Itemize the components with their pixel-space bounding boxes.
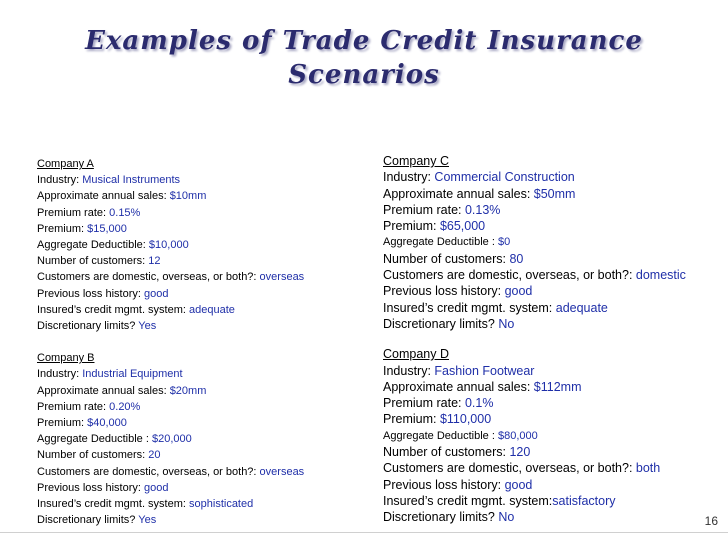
loss-line [37,286,367,302]
loss-line [383,477,713,493]
industry-line [383,169,713,185]
field-label: Premium rate: [383,202,465,217]
field-value: $65,000 [439,219,486,234]
field-value: Musical Instruments [82,174,181,187]
field-value: satisfactory [552,493,616,508]
limits-line [37,318,367,334]
field-value: $10mm [169,190,207,203]
company-block-b [37,350,367,528]
field-label: Customers are domestic, overseas, or both?: [37,465,260,478]
company-name: Company B [37,352,95,365]
rate-line [383,395,713,411]
field-label: Discretionary limits? [383,316,499,331]
sales-line [383,186,713,202]
system-line [37,496,367,512]
field-value: good [504,284,533,299]
field-value: good [143,481,169,494]
field-value: 80 [509,251,524,266]
system-line [383,300,713,316]
field-value: $0 [497,236,511,249]
field-label: Approximate annual sales: [37,190,170,203]
location-line [383,460,713,476]
field-value: Industrial Equipment [82,368,183,381]
field-label: Previous loss history: [37,481,144,494]
spacer [37,334,367,350]
deductible-line [37,237,367,253]
field-label: Previous loss history: [37,287,144,300]
limits-line [37,512,367,528]
deductible-line [383,428,713,444]
premium-line [383,218,713,234]
field-value: $40,000 [87,417,127,430]
company-block-a [37,156,367,334]
field-value: Fashion Footwear [434,363,535,378]
limits-line [383,509,713,525]
field-value: No [498,316,515,331]
field-value: $20,000 [151,433,192,446]
premium-line [37,415,367,431]
field-label: Number of customers: [383,251,510,266]
company-name: Company C [383,154,449,168]
field-label: Industry: [37,368,83,381]
company-block-d [383,346,713,525]
field-label: Premium: [383,412,440,427]
field-value: No [498,510,515,525]
field-value: domestic [635,268,686,283]
field-label: Aggregate Deductible : [383,429,498,442]
field-value: sophisticated [189,498,254,511]
field-label: Premium rate: [383,396,465,411]
rate-line [383,202,713,218]
field-label: Premium rate: [37,400,110,413]
field-value: $112mm [533,379,582,394]
field-value: $80,000 [497,429,538,442]
field-value: $110,000 [439,412,492,427]
field-label: Customers are domestic, overseas, or both?: [383,461,636,476]
field-label: Premium: [37,417,88,430]
customers-line [383,251,713,267]
field-value: 20 [148,449,161,462]
field-value: overseas [259,271,305,284]
premium-line [37,221,367,237]
field-label: Approximate annual sales: [383,379,534,394]
field-value: 12 [148,255,161,268]
field-label: Approximate annual sales: [383,186,534,201]
field-value: good [504,477,533,492]
field-value: 0.20% [109,400,141,413]
field-label: Premium: [37,222,88,235]
loss-line [383,283,713,299]
field-label: Number of customers: [383,445,510,460]
field-label: Aggregate Deductible: [37,239,149,252]
footer-divider [0,532,728,533]
field-value: both [635,461,661,476]
rate-line [37,399,367,415]
field-label: Number of customers: [37,255,149,268]
spacer [383,332,713,346]
field-value: $15,000 [87,222,127,235]
field-value: $10,000 [148,239,189,252]
field-label: Premium rate: [37,206,110,219]
deductible-line [383,234,713,250]
sales-line [37,188,367,204]
sales-line [383,379,713,395]
field-label: Discretionary limits? [37,514,139,527]
left-column [37,156,367,528]
field-label: Industry: [383,363,435,378]
field-label: Insured’s credit mgmt. system: [37,303,190,316]
field-label: Previous loss history: [383,284,505,299]
field-value: $50mm [533,186,576,201]
location-line [37,464,367,480]
location-line [37,269,367,285]
field-value: 0.1% [464,396,494,411]
system-line [37,302,367,318]
field-label: Customers are domestic, overseas, or both?: [37,271,260,284]
page-number: 16 [704,514,718,528]
industry-line [37,172,367,188]
limits-line [383,316,713,332]
industry-line [383,363,713,379]
field-label: Customers are domestic, overseas, or both?: [383,268,636,283]
field-label: Insured’s credit mgmt. system: [37,498,190,511]
premium-line [383,411,713,427]
company-name: Company A [37,158,94,170]
customers-line [37,253,367,269]
field-value: Yes [138,320,157,333]
field-value: adequate [189,303,235,316]
field-value: 0.13% [464,202,501,217]
field-label: Aggregate Deductible : [37,433,152,446]
right-column [383,153,713,526]
slide-title: Examples of Trade Credit Insurance Scenarios [85,26,643,90]
system-line [383,493,713,509]
field-label: Aggregate Deductible : [383,236,498,249]
sales-line [37,383,367,399]
location-line [383,267,713,283]
loss-line [37,480,367,496]
field-label: Insured’s credit mgmt. system: [383,300,556,315]
field-value: 0.15% [109,206,141,219]
field-label: Insured’s credit mgmt. system: [383,493,553,508]
field-label: Industry: [37,174,83,187]
field-value: $20mm [169,384,207,397]
rate-line [37,205,367,221]
field-value: Yes [138,514,157,527]
field-label: Approximate annual sales: [37,384,170,397]
field-value: good [143,287,169,300]
company-name: Company D [383,347,449,362]
field-label: Discretionary limits? [37,320,139,333]
customers-line [37,447,367,463]
field-value: overseas [259,465,305,478]
field-label: Number of customers: [37,449,149,462]
deductible-line [37,431,367,447]
customers-line [383,444,713,460]
field-value: Commercial Construction [434,170,575,185]
field-value: 120 [509,445,531,460]
field-label: Discretionary limits? [383,510,499,525]
field-label: Premium: [383,219,440,234]
field-label: Previous loss history: [383,477,505,492]
field-label: Industry: [383,170,435,185]
field-value: adequate [555,300,608,315]
industry-line [37,366,367,382]
company-block-c [383,153,713,332]
